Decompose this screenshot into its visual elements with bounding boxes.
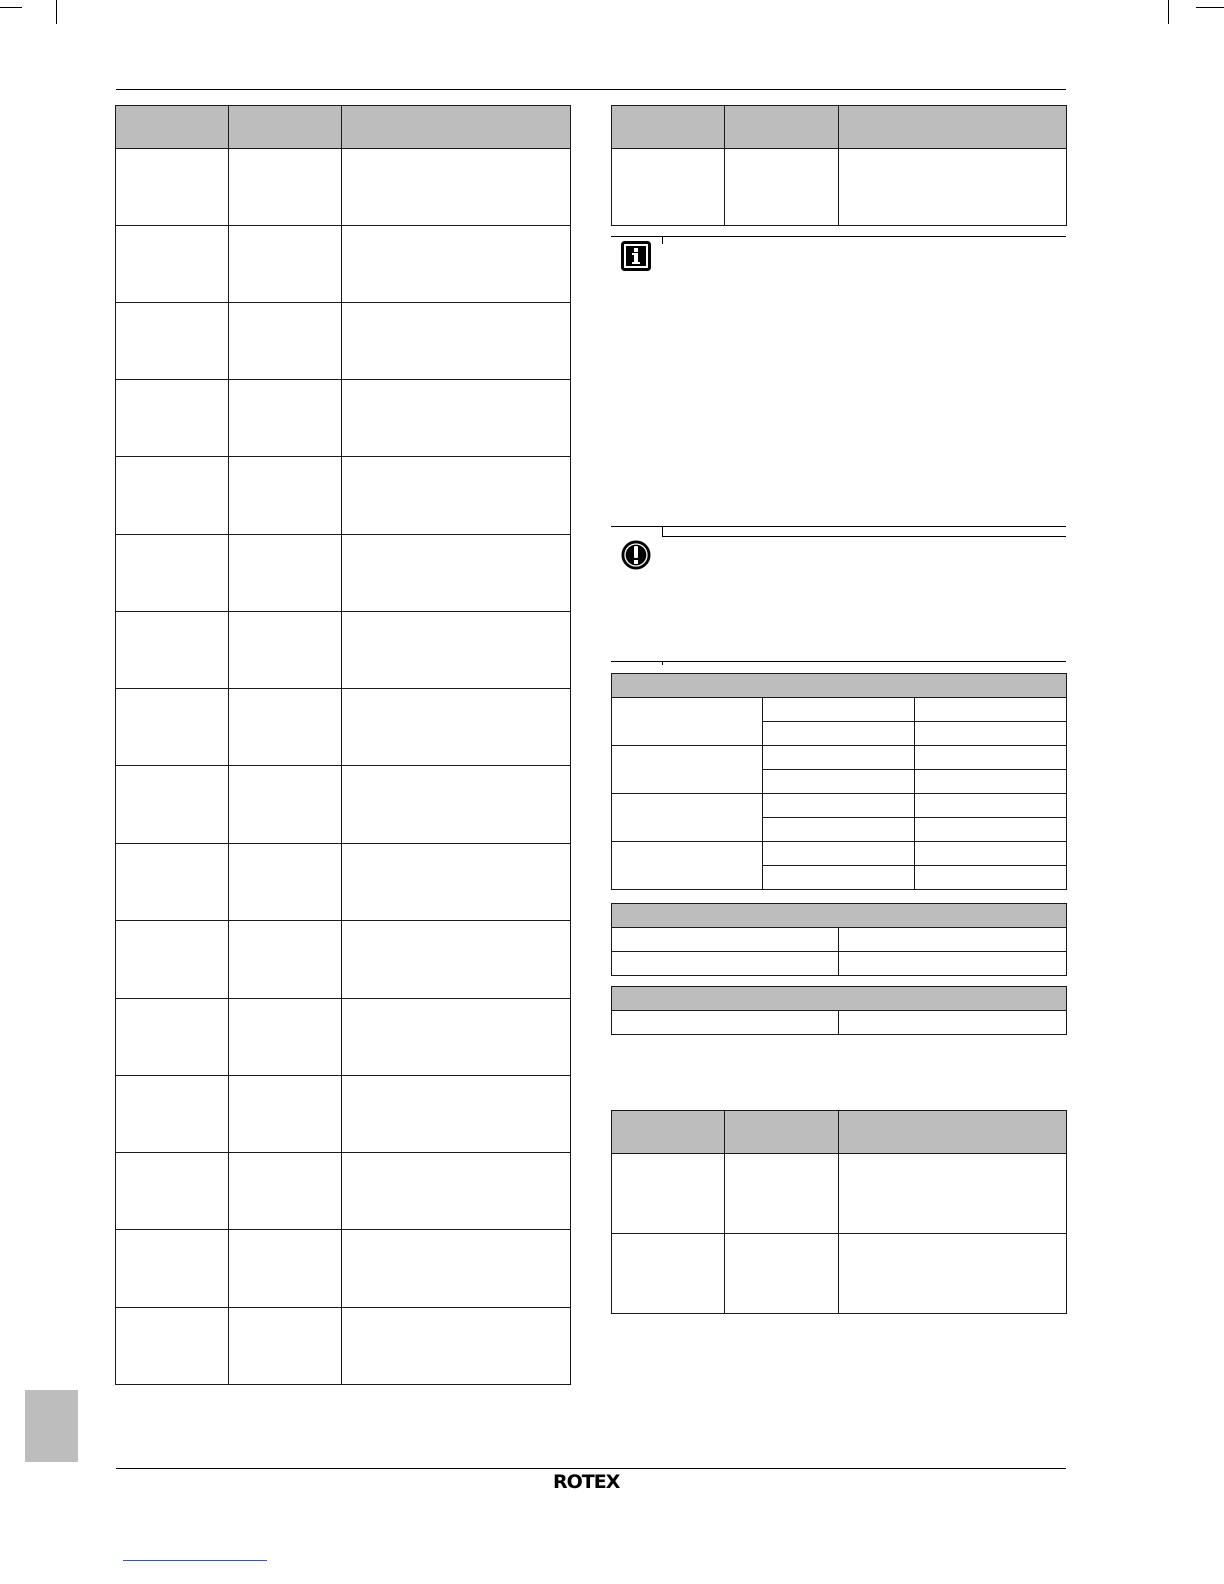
- table-cell: [229, 689, 342, 766]
- spec-table-2: [611, 903, 1067, 976]
- table-row: [116, 226, 571, 303]
- right-bottom-table: [611, 1110, 1067, 1314]
- info-note-bottom-rule: [611, 526, 1066, 527]
- left-table-header-cell: [342, 106, 571, 149]
- table-cell: [116, 149, 229, 226]
- table-cell: [612, 952, 839, 976]
- table-cell: [116, 921, 229, 999]
- spec-table-1-header-row: [612, 674, 1067, 698]
- table-row: [116, 149, 571, 226]
- table-cell: [839, 928, 1067, 952]
- table-row: [612, 1154, 1067, 1234]
- table-cell: [915, 746, 1067, 770]
- right-top-table-header-cell: [612, 106, 725, 149]
- crop-mark-top-left-v: [56, 0, 57, 24]
- table-cell: [342, 612, 571, 689]
- table-row: [612, 1011, 1067, 1035]
- crop-mark-top-right-h: [1196, 7, 1224, 8]
- right-bottom-table-header-cell: [612, 1111, 725, 1154]
- table-cell: [915, 866, 1067, 890]
- bottom-link-underline: [123, 1560, 267, 1561]
- right-bottom-table-header-cell: [725, 1111, 839, 1154]
- left-table-header-row: [116, 106, 571, 149]
- table-cell: [342, 380, 571, 457]
- table-row: [116, 921, 571, 999]
- table-cell: [229, 1230, 342, 1308]
- table-cell: [229, 1076, 342, 1153]
- warning-note-divider: [662, 526, 663, 536]
- table-cell: [116, 1153, 229, 1230]
- table-cell: [116, 844, 229, 921]
- table-row: [612, 928, 1067, 952]
- side-tab: [25, 1390, 78, 1462]
- table-row: [612, 746, 1067, 770]
- info-icon: [621, 241, 651, 271]
- table-cell: [763, 794, 915, 818]
- info-note-top-rule: [611, 236, 1066, 237]
- table-cell: [116, 535, 229, 612]
- table-row: [116, 1153, 571, 1230]
- table-row: [116, 1230, 571, 1308]
- left-table-header-cell: [229, 106, 342, 149]
- table-cell: [116, 766, 229, 844]
- spec-group-label: [612, 746, 763, 794]
- right-top-table-header-cell: [839, 106, 1067, 149]
- table-row: [116, 689, 571, 766]
- warning-note-bottom-rule: [611, 661, 1066, 662]
- table-cell: [342, 689, 571, 766]
- table-cell: [915, 794, 1067, 818]
- table-cell: [763, 722, 915, 746]
- table-row: [612, 842, 1067, 866]
- table-row: [116, 535, 571, 612]
- rotex-logo: ROTEX: [553, 1471, 620, 1493]
- table-cell: [116, 689, 229, 766]
- right-top-table-header-row: [612, 106, 1067, 149]
- table-cell: [915, 770, 1067, 794]
- warning-note-top-rule: [662, 536, 1066, 537]
- spec-group-label: [612, 794, 763, 842]
- right-top-table-header-cell: [725, 106, 839, 149]
- table-cell: [763, 746, 915, 770]
- table-cell: [229, 612, 342, 689]
- table-row: [116, 999, 571, 1076]
- table-cell: [342, 226, 571, 303]
- table-cell: [342, 844, 571, 921]
- spec-group-label: [612, 842, 763, 890]
- table-cell: [915, 842, 1067, 866]
- exclamation-icon: [621, 540, 651, 570]
- table-cell: [229, 303, 342, 380]
- table-cell: [229, 921, 342, 999]
- table-row: [116, 612, 571, 689]
- table-cell: [763, 770, 915, 794]
- table-cell: [229, 535, 342, 612]
- info-note-divider: [662, 236, 663, 244]
- left-table-header-cell: [116, 106, 229, 149]
- table-row: [612, 1234, 1067, 1314]
- table-cell: [229, 1308, 342, 1385]
- table-cell: [116, 457, 229, 535]
- table-cell: [116, 1308, 229, 1385]
- header-rule: [116, 89, 1066, 90]
- table-cell: [342, 457, 571, 535]
- table-row: [116, 303, 571, 380]
- table-cell: [342, 1076, 571, 1153]
- table-cell: [612, 1154, 725, 1234]
- table-cell: [839, 149, 1067, 226]
- table-cell: [342, 535, 571, 612]
- table-cell: [915, 818, 1067, 842]
- left-table: [115, 105, 571, 1385]
- table-cell: [763, 842, 915, 866]
- warning-note-bottom-divider: [662, 661, 663, 665]
- table-cell: [612, 1011, 839, 1035]
- table-cell: [116, 1076, 229, 1153]
- table-row: [612, 149, 1067, 226]
- table-cell: [342, 303, 571, 380]
- spec-table-3-header-row: [612, 987, 1067, 1011]
- spec-table-2-header-row: [612, 904, 1067, 928]
- table-cell: [839, 1011, 1067, 1035]
- table-cell: [342, 1153, 571, 1230]
- right-bottom-table-header-row: [612, 1111, 1067, 1154]
- table-cell: [229, 844, 342, 921]
- spec-table-2-header: [612, 904, 1067, 928]
- table-cell: [612, 928, 839, 952]
- table-cell: [229, 149, 342, 226]
- table-cell: [839, 1234, 1067, 1314]
- table-cell: [229, 1153, 342, 1230]
- table-cell: [763, 698, 915, 722]
- right-top-table: [611, 105, 1067, 226]
- table-cell: [116, 380, 229, 457]
- table-row: [612, 952, 1067, 976]
- spec-group-label: [612, 698, 763, 746]
- spec-table-3-header: [612, 987, 1067, 1011]
- table-cell: [725, 1234, 839, 1314]
- table-row: [116, 844, 571, 921]
- table-cell: [342, 1230, 571, 1308]
- table-cell: [763, 818, 915, 842]
- spec-table-1: [611, 673, 1067, 890]
- table-cell: [229, 380, 342, 457]
- table-cell: [342, 921, 571, 999]
- table-cell: [342, 1308, 571, 1385]
- table-cell: [839, 1154, 1067, 1234]
- table-row: [116, 766, 571, 844]
- table-cell: [725, 1154, 839, 1234]
- table-cell: [915, 722, 1067, 746]
- table-cell: [116, 303, 229, 380]
- table-cell: [229, 766, 342, 844]
- table-cell: [116, 612, 229, 689]
- table-cell: [342, 766, 571, 844]
- table-cell: [342, 999, 571, 1076]
- table-cell: [915, 698, 1067, 722]
- table-row: [612, 698, 1067, 722]
- table-cell: [116, 1230, 229, 1308]
- table-cell: [116, 999, 229, 1076]
- table-cell: [612, 1234, 725, 1314]
- right-bottom-table-header-cell: [839, 1111, 1067, 1154]
- table-cell: [612, 149, 725, 226]
- table-cell: [229, 457, 342, 535]
- crop-mark-top-center-v: [1168, 0, 1169, 24]
- table-cell: [229, 999, 342, 1076]
- table-row: [116, 1308, 571, 1385]
- spec-table-1-header: [612, 674, 1067, 698]
- table-cell: [725, 149, 839, 226]
- table-cell: [229, 226, 342, 303]
- table-cell: [116, 226, 229, 303]
- table-row: [612, 794, 1067, 818]
- table-row: [116, 380, 571, 457]
- footer-rule: [116, 1468, 1066, 1469]
- table-row: [116, 457, 571, 535]
- table-cell: [342, 149, 571, 226]
- crop-mark-top-left-h: [0, 7, 22, 8]
- table-cell: [763, 866, 915, 890]
- table-cell: [839, 952, 1067, 976]
- table-row: [116, 1076, 571, 1153]
- spec-table-3: [611, 986, 1067, 1035]
